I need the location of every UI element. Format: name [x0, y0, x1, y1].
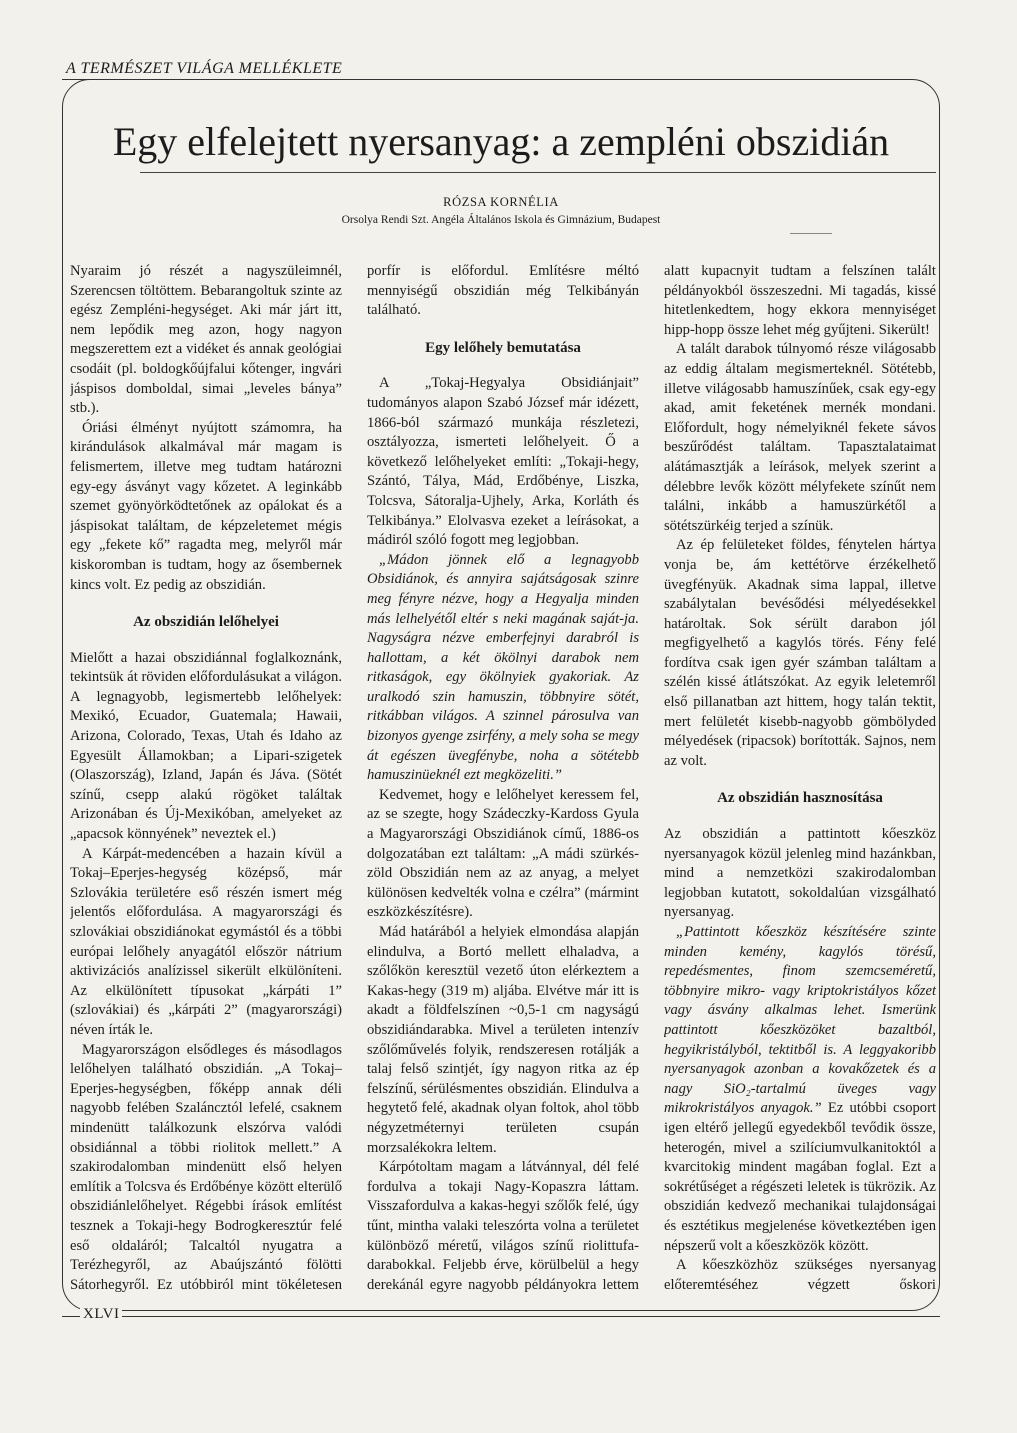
paragraph: Az obszidián a pattintott kőeszköz nyersanyagok közül jelenleg mind hazánkban, mind a nemzetközi szakirodalomban legjobban kutatott, sokoldalúan vizsgálható nyersanyag.	[664, 826, 936, 921]
paragraph: Kedvemet, hogy e lelőhelyet keressem fel, az se szegte, hogy Szádeczky-Kardoss Gyula a Magyarországi Obszidiánok című, 1886-os dolgozatában ezt találtam: „A mádi szürkés-zöld Obszidián nem az az anyag, a melyet különösen kedvelték volna e czélra” (mármint eszközkészítésre).	[367, 786, 639, 921]
article-title: Egy elfelejtett nyersanyag: a zempléni obszidián	[112, 119, 890, 164]
section-heading: Az obszidián lelőhelyei	[133, 614, 279, 631]
paragraph: Óriási élményt nyújtott számomra, ha kirándulások alkalmával már magam is felismertem, illetve meg tudtam határozni egy-egy ásványt vagy kőzetet. A leginkább szemet gyönyörködtetőnek az opálokat és a jáspisokat találtam, de képzeletemet mégis egy „fekete kő” ragadta meg, melyről már kiskoromban is tudtam, hogy az ősembernek kincs volt. Ez pedig az obszidián.	[70, 419, 342, 593]
section-heading: Egy lelőhely bemutatása	[425, 339, 581, 356]
paragraph: Nyaraim jó részét a nagyszüleimnél, Szerencsen töltöttem. Bebarangoltuk szinte az egész Zempléni-hegységet. Aki már járt itt, nem lepődik meg azon, hogy nagyon megszerettem ezt a vidéket és annak geológiai csodáit (pl. boldogkőújfalui kőtenger, ingvári jáspisos domboldal, simai „leveles bánya” stb.).	[70, 263, 342, 417]
text-column-1	[70, 262, 342, 1297]
quote-paragraph	[664, 923, 936, 1256]
paragraph: alatt kupacnyit tudtam a felszínen talált példányokból összeszedni. Mi tagadás, kissé hitetlenkedtem, hogy ekkora mennyiséget hipp-hopp össze lehet még gyűjteni. Sikerült!	[664, 263, 936, 338]
author-affiliation: Orsolya Rendi Szt. Angéla Általános Iskola és Gimnázium, Budapest	[341, 214, 661, 226]
footer-rule	[62, 1316, 940, 1317]
paragraph: Mielőtt a hazai obszidiánnal foglalkoznánk, tekintsük át röviden előfordulásukat a világon. A legnagyobb, legismertebb lelőhelyek: Mexikó, Ecuador, Guatemala; Hawaii, Arizona, Colorado, Texas, Utah és Idaho az Egyesült Államokban; a Lipari-szigetek (Olaszország), Izland, Japán és Jáva. (Sötét színű, csepp alakú rögöket találtak Arizonában és Új-Mexikóban, amelyeket az „apacsok könnyének” neveztek el.)	[70, 649, 342, 843]
quote-paragraph	[367, 551, 639, 786]
text-column-3	[664, 262, 936, 1297]
paragraph: Magyarországon elsődleges és másodlagos lelőhelyen található obszidián. „A Tokaj–Eperjes-hegységben, főképp annak déli nagyobb felében Szaláncztól lefelé, csaknem mindenütt találkozunk elszórva valódi obsidiánnal a többi riolitok mellett.” A szakirodalomban mindenütt első helyen említik a Tolcsva és Erdőbénye között elterülő obszidiánlelőhelyet. Régebbi írások említést tesznek a Tokaji-hegy Bodrogkeresztúr felé eső oldaláról; Talcaltól nyugatra a Terézhegyről, az Abaújszántó fölötti Sátorhegyről. Ez utóbbiról mint tökéletesen	[70, 1041, 342, 1293]
paragraph: Mád határából a helyiek elmondása alapján elindulva, a Bortó mellett elhaladva, a szőlőkön keresztül vezető úton elérkeztem a Kakas-hegy (319 m) aljába. Elvétve már itt is akadt a földfelszínen ~0,5-1 cm nagyságú obszidiándarabka. Mivel a területen intenzív szőlőművelés folyik, rendszeresen rotálják a talaj felső szintjét, így nagyon ritka az ép felszínű, sérülésmentes obszidián. Elindulva a hegytető felé, akadnak olyan foltok, ahol több négyzetméternyi területen csupán morzsalékokra leltem.	[367, 924, 639, 1156]
paragraph: A „Tokaj-Hegyalya Obsidiánjait” tudományos alapon Szabó József már idézett, 1866-ból származó munkája részletezi, osztályozza, ismerteti lelőhelyeit. Ő a következő lelőhelyeket említi: „Tokaji-hegy, Szántó, Tálya, Mád, Erdőbénye, Liszka, Tolcsva, Sátoralja-Ujhely, Arka, Korláth és Telkibánya.” Elolvasva ezeket a leírásokat, a mádiról szóló fogott meg legjobban.	[367, 375, 639, 549]
title-rule	[140, 172, 936, 173]
section-heading: Az obszidián hasznosítása	[717, 790, 883, 807]
paragraph: A Kárpát-medencében a hazain kívül a Tokaj–Eperjes-hegység középső, már Szlovákia területére eső részén ismert még jelentős előfordulása. A magyarországi és szlovákiai obszidiánokat egymástól és a többi európai lelőhely anyagától először nátrium aktivizációs analízissel sikerült elkülöníteni. Az elkülönített típusokat „kárpáti 1” (szlovákiai) és „kárpáti 2” (magyarországi) néven írták le.	[70, 845, 342, 1038]
paragraph-continuation: Ez utóbbi csoport igen eltérő jellegű egyedekből tevődik össze, heterogén, mivel a szilíciumvulkanitoktól a kvarcitokig mindent magában foglal. Ezt a sokrétűséget a régészeti leletek is tükrözik. Az obszidián kedvező mechanikai tulajdonságai és esztétikus megjelenése következtében igen népszerű volt a kőeszközök között.	[664, 1100, 936, 1254]
author-name: RÓZSA KORNÉLIA	[443, 195, 559, 209]
text-column-2	[367, 262, 639, 1297]
decorative-rule	[790, 233, 832, 234]
paragraph: A talált darabok túlnyomó része világosabb az eddig általam megismerteknél. Sötétebb, illetve világosabb hamuszínűek, csak egy-egy akad, amit feketének mernék mondani. Előfordult, hogy némelyiknél fekete sávos beszűrődést találtam. Tapasztalataimat alátámasztják a leírások, melyek szerint a délebbre levők között mélyfekete színűt nem találni, inkább a hamuszürkétől a sötétszürkéig terjed a színük.	[664, 341, 936, 534]
paragraph: Kárpótoltam magam a látvánnyal, dél felé fordulva a tokaji Nagy-Kopaszra láttam. Visszafordulva a kakas-hegyi szőlők felé, úgy tűnt, mintha valaki teleszórta volna a területet különböző méretű, világos színű riolittufa-darabokkal. Feljebb érve, körülbelül a hegy derekánál egyre nagyobb példányokra lettem	[367, 1159, 639, 1293]
paragraph: A kőeszközhöz szükséges nyersanyag előteremtéséhez végzett őskori	[664, 1257, 936, 1293]
quote-text: Pattintott kőeszköz készítésére szinte minden kemény, kagylós törésű, repedésmentes, finom szemcseméretű, többnyire mikro- vagy kriptokristályos kőzet vagy ásvány alkalmas lehet. Ismerünk pattintott kőeszközöket bazaltból, hegyikristályból, tektitből is. A leggyakoribb nyersanyagok azonban a kovakőzetek és a nagy SiO₂-tartalmú üveges vagy mikrokristályos anyagok.”	[664, 924, 936, 1117]
quote-lead: „	[379, 551, 388, 568]
quote-text: Mádon jönnek elő a legnagyobb Obsidiánok, és annyira sajátságosak szinre meg fényre nézve, hogy a Hegyalja minden más lelhelyétől eltér s neki magának saját-ja. Nagyságra nézve emberfejnyi darabról is hallottam, a két ökölnyi darabok nem ritkaságok, egy ökölnyiek gyakoriak. Az uralkodó szin hamuszin, többnyire sötét, ritkábban világos. A szinnel párosulva van bizonyos gyenge zsirfény, a mely soha se megy át egészen üvegfénybe, noha a sötétebb hamuszinüeknél ezt megközeliti.”	[367, 551, 639, 784]
quote-lead: „	[676, 924, 685, 940]
paragraph: Az ép felületeket földes, fénytelen hártya vonja be, ám kettétörve érzékelhető üvegfényük. Akadnak sima lappal, illetve szabálytalan bevésődési mélyedésekkel határoltak. Sok sérült darabon jól megfigyelhető a kagylós törés. Fény felé fordítva csak igen gyér számban találtam a szélén kissé átlátszókat. Az egyik leletemről első pillanatban azt hittem, hogy talán tektit, mert felületét kisebb-nagyobb gömbölyded mélyedések (ripacsok) borították. Sajnos, nem az volt.	[664, 537, 936, 769]
paragraph: porfír is előfordul. Említésre méltó mennyiségű obszidián még Telkibányán található.	[367, 263, 639, 319]
page-number: XLVI	[80, 1306, 122, 1323]
running-head: A TERMÉSZET VILÁGA MELLÉKLETE	[66, 60, 343, 77]
